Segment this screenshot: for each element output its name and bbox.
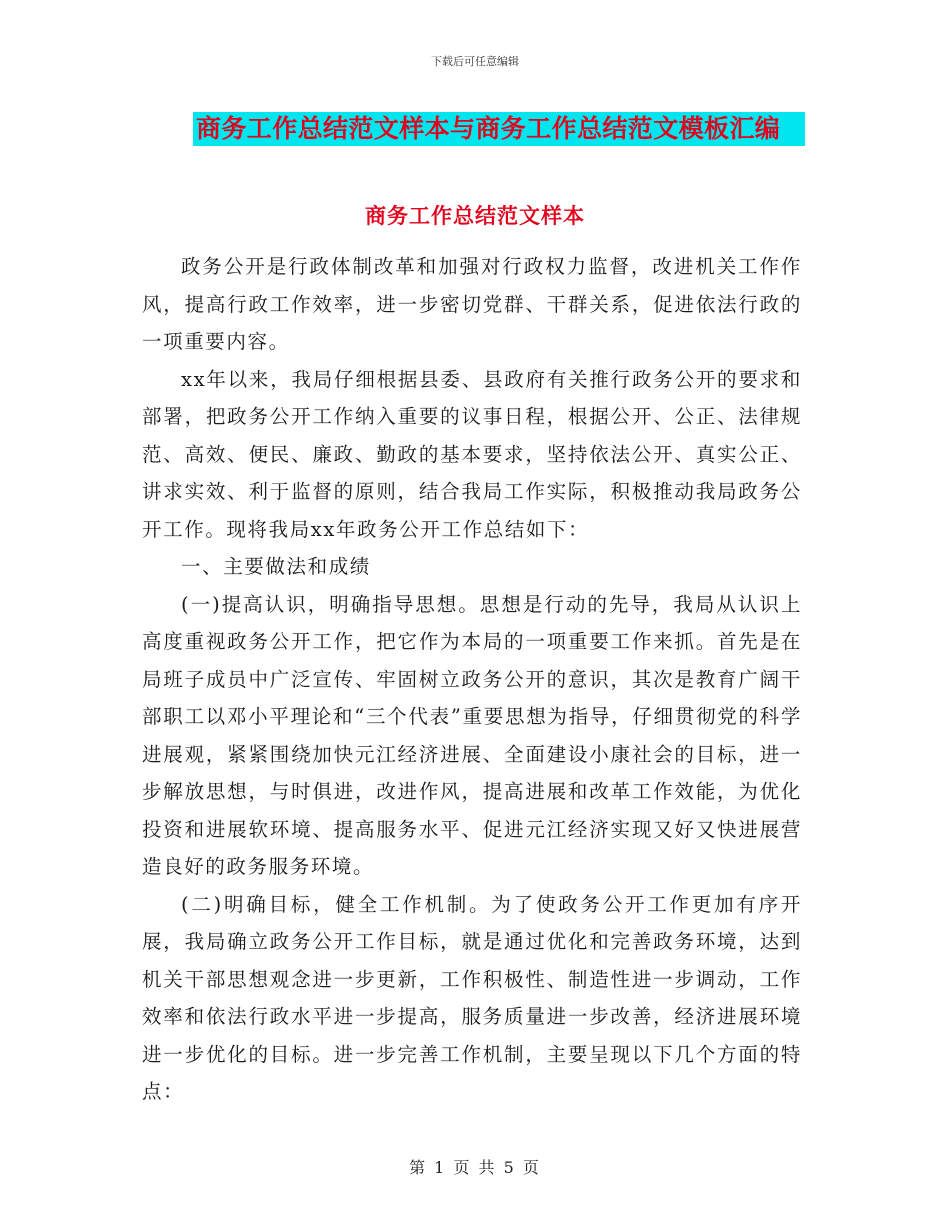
paragraph: 一、主要做法和成绩 (181, 555, 371, 578)
paragraph: (一)提高认识，明确指导思想。思想是行动的先导，我局从认识上高度重视政务公开工作，把它作为本局的一项重要工作来抓。首先是在局班子成员中广泛宣传、牢固树立政务公开的意识，其次是教育广阔干部职工以邓小平理论和“三个代表”重要思想为指导，仔细贯彻党的科学进展观，紧紧围绕加快元江经济进展、全面建设小康社会的目标，进一步解放思想，与时俱进，改进作风，提高进展和改革工作效能，为优化投资和进展软环境、提高服务水平、促进元江经济实现又好又快进展营造良好的政务服务环境。 (142, 592, 802, 878)
paragraph: 政务公开是行政体制改革和加强对行政权力监督，改进机关工作作风，提高行政工作效率，进一步密切党群、干群关系，促进依法行政的一项重要内容。 (142, 255, 802, 353)
body-text (142, 248, 802, 1111)
page-footer: 第 1 页 共 5 页 (409, 1158, 541, 1177)
main-title: 商务工作总结范文样本与商务工作总结范文模板汇编 (196, 114, 781, 143)
paragraph: xx年以来，我局仔细根据县委、县政府有关推行政务公开的要求和部署，把政务公开工作纳入重要的议事日程，根据公开、公正、法律规范、高效、便民、廉政、勤政的基本要求，坚持依法公开、真实公正、讲求实效、利于监督的原则，结合我局工作实际，积极推动我局政务公开工作。现将我局xx年政务公开工作总结如下： (142, 367, 802, 541)
section-title: 商务工作总结范文样本 (365, 204, 585, 228)
header-note: 下载后可任意编辑 (431, 55, 519, 68)
paragraph: (二)明确目标，健全工作机制。为了使政务公开工作更加有序开展，我局确立政务公开工作目标，就是通过优化和完善政务环境，达到机关干部思想观念进一步更新，工作积极性、制造性进一步调动，工作效率和依法行政水平进一步提高，服务质量进一步改善，经济进展环境进一步优化的目标。进一步完善工作机制，主要呈现以下几个方面的特点： (142, 892, 802, 1103)
